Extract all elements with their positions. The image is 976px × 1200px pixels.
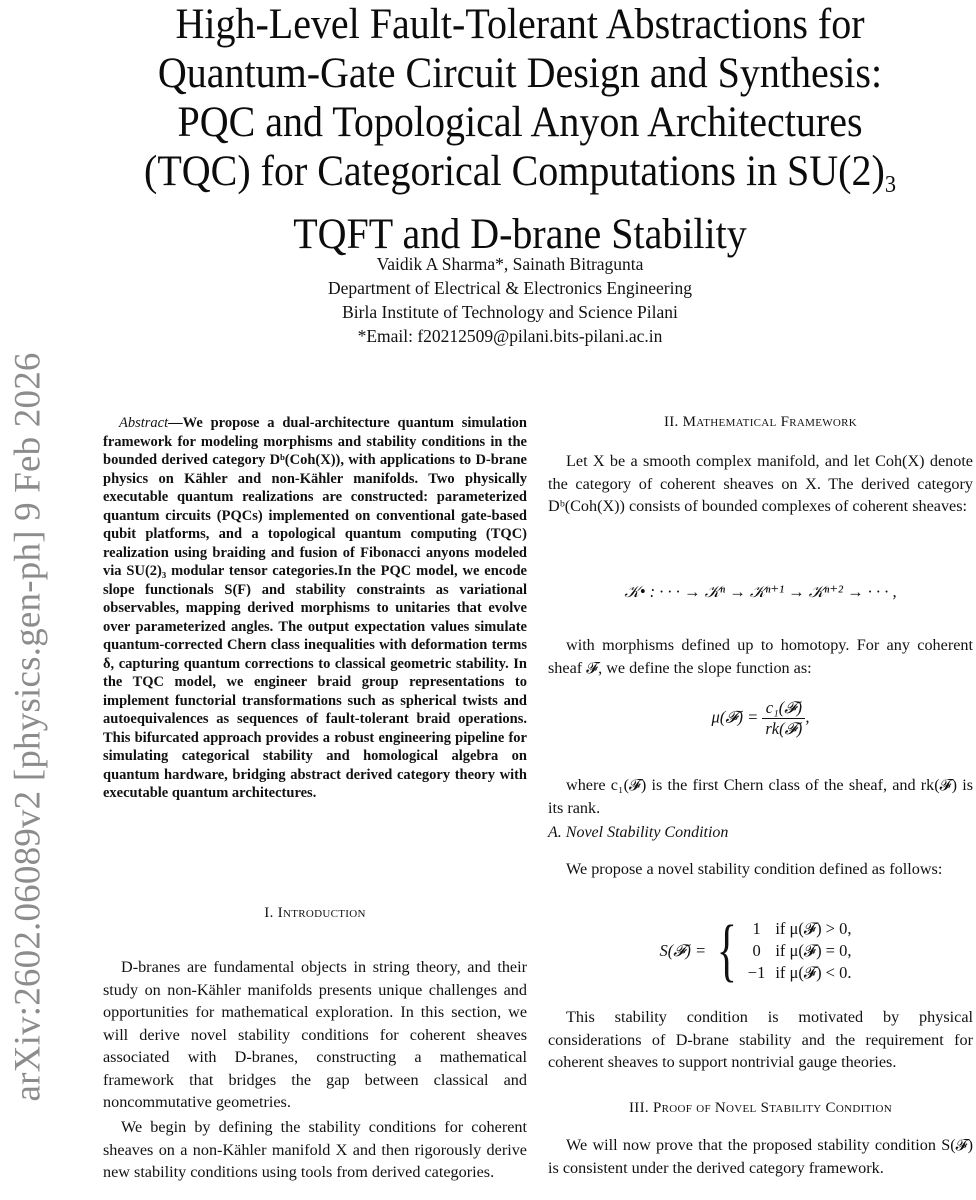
cases-table — [748, 918, 862, 984]
case-row — [748, 962, 862, 984]
slope-denominator: rk(𝓕) — [765, 719, 803, 738]
title-line-3: PQC and Topological Anyon Architectures — [177, 99, 863, 146]
equation-complex: 𝒦• : · · · → 𝒦ⁿ → 𝒦ⁿ⁺¹ → 𝒦ⁿ⁺² → · · · , — [624, 582, 897, 601]
title-line-5: TQFT and D-brane Stability — [293, 211, 747, 258]
section-heading-math-framework: II. Mathematical Framework — [663, 414, 858, 430]
novel-paragraph-2: This stability condition is motivated by physical considerations of D-brane stability and the requirement for coherent sheaves to support nontrivial gauge theories. — [548, 1008, 973, 1071]
intro-paragraph-1: D-branes are fundamental objects in string theory, and their study on non-Kähler manifolds presents unique challenges and opportunities for mathematical exploration. In this section, we will derive novel stability conditions for coherent sheaves associated with D-branes, constructing a mathematical framework that bridges the gap between classical and noncommutative geometries. — [103, 958, 527, 1111]
slope-lhs: μ(𝓕) = — [711, 707, 759, 727]
slope-numerator: c₁(𝓕) — [762, 698, 805, 719]
author-department: Department of Electrical & Electronics Engineering — [328, 278, 692, 298]
math-paragraph-3: where c₁(𝓕) is the first Chern class of the sheaf, and rk(𝓕) is its rank. — [548, 776, 973, 817]
title-subscript: 3 — [884, 172, 896, 198]
intro-paragraph-2: We begin by defining the stability conditions for coherent sheaves on a non-Kähler manifold X and then rigorously derive new stability conditions using tools from derived categories. — [103, 1118, 527, 1181]
case-condition: if μ(𝓕) < 0. — [775, 963, 852, 982]
cases-lhs: S(𝓕) = — [659, 941, 707, 960]
title-line-4-text: (TQC) for Categorical Computations in SU(2) — [144, 148, 885, 195]
case-value: 0 — [752, 941, 761, 960]
case-value: 1 — [752, 919, 761, 938]
abstract-lead: Abstract — [119, 415, 169, 431]
cases-block — [659, 912, 861, 989]
case-row — [748, 940, 862, 962]
slope-fraction — [762, 698, 805, 739]
math-paragraph-2: with morphisms defined up to homotopy. For any coherent sheaf 𝓕, we define the slope function as: — [548, 636, 973, 677]
arxiv-stamp — [8, 0, 48, 1200]
equation-stability-cases — [548, 912, 973, 989]
left-brace-icon: { — [716, 912, 738, 989]
proof-paragraph-1: We will now prove that the proposed stability condition S(𝓕) is consistent under the derived category framework. — [548, 1136, 973, 1177]
abstract-text: —We propose a dual-architecture quantum simulation framework for modeling morphisms and stability conditions in the bounded derived category Dᵇ(Coh(X)), with applications to D-brane physics on Kähler and non-Kähler manifolds. Two physically executable quantum realizations are constructed: parameterized quantum circuits (PQCs) implemented on conventional gate-based qubit platforms, and a topological quantum computing (TQC) realization using braiding and fusion of Fibonacci anyons modeled via SU(2)₃ modular tensor categories.In the PQC model, we encode slope functionals S(F) and stability constraints as variational observables, mapping derived morphisms to unitaries that evolve over parameterized angles. The output expectation values simulate quantum-corrected Chern class inequalities with deformation terms δ, capturing quantum corrections to classical geometric stability. In the TQC model, we engineer braid group representations to implement functorial transformations such as spherical twists and autoequivalences as sequences of fault-tolerant braid operations. This bifurcated approach provides a robust engineering pipeline for simulating categorical stability and homological algebra on quantum hardware, bridging abstract derived category theory with executable quantum architectures. — [103, 415, 527, 801]
math-paragraph-1: Let X be a smooth complex manifold, and let Coh(X) denote the category of coherent sheaves on X. The derived category Dᵇ(Coh(X)) consists of bounded complexes of coherent sheaves: — [548, 452, 973, 515]
abstract — [103, 414, 527, 803]
novel-paragraph-1: We propose a novel stability condition defined as follows: — [566, 860, 943, 878]
subsection-heading-novel-stability: A. Novel Stability Condition — [548, 824, 729, 841]
title-line-2: Quantum-Gate Circuit Design and Synthesis: — [157, 50, 883, 97]
case-condition: if μ(𝓕) = 0, — [775, 941, 852, 960]
section-heading-proof: III. Proof of Novel Stability Condition — [628, 1100, 893, 1116]
case-condition: if μ(𝓕) > 0, — [775, 919, 852, 938]
case-row — [748, 918, 862, 940]
slope-tail: , — [805, 707, 810, 727]
author-email[interactable]: *Email: f20212509@pilani.bits-pilani.ac.in — [357, 326, 663, 346]
arxiv-identifier: arXiv:2602.06089v2 [physics.gen-ph] 9 Feb 2026 — [7, 352, 49, 1102]
title-line-1: High-Level Fault-Tolerant Abstractions for — [175, 1, 865, 48]
title-line-4 — [129, 147, 910, 210]
case-value: −1 — [747, 963, 766, 982]
equation-slope — [548, 698, 973, 739]
author-names: Vaidik A Sharma*, Sainath Bitragunta — [376, 254, 644, 274]
paper-title — [129, 0, 910, 259]
author-block — [250, 252, 770, 348]
section-heading-introduction: I. Introduction — [264, 905, 366, 921]
author-institute: Birla Institute of Technology and Science Pilani — [342, 302, 678, 322]
